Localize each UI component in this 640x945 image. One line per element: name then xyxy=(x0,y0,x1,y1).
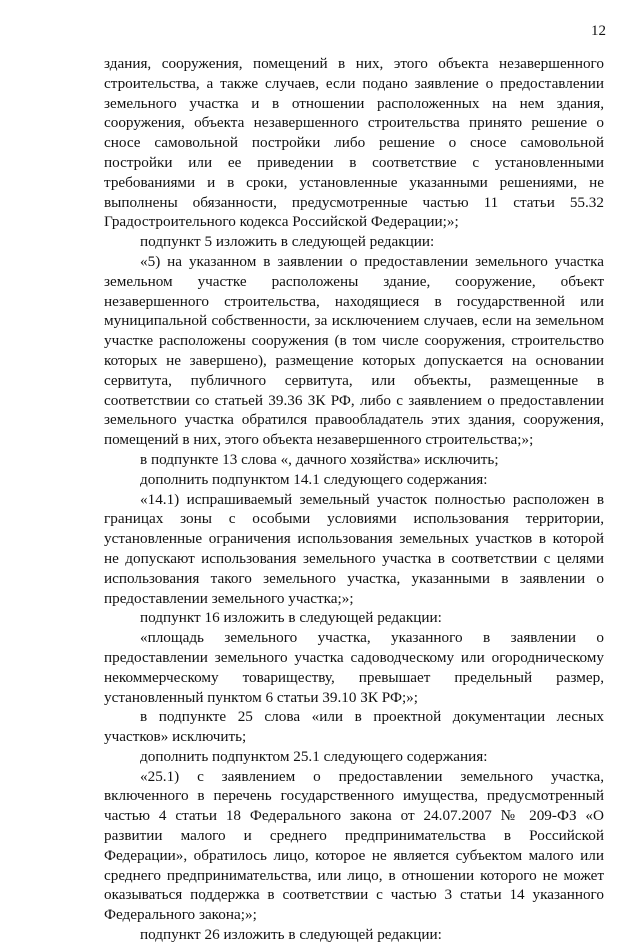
paragraph-subpoint-13: в подпункте 13 слова «, дачного хозяйства» исключить; xyxy=(140,450,499,468)
paragraph-intro-continuation: здания, сооружения, помещений в них, этого объекта незавершенного строительства, а также случаев, если подано заявление о предоставлении земельного участка и в отношении расположенных на нем здания, сооружения, объекта незавершенного строительства принято решение о сносе самовольной постройки либо решение о сносе самовольной постройки или ее приведении в соответствие с установленными требованиями и в сроки, установленные указанными решениями, не выполнены обязанности, предусмотренные частью 11 статьи 55.32 Градостроительного кодекса Российской Федерации;»; xyxy=(104,55,604,231)
paragraph-subpoint-26-heading: подпункт 26 изложить в следующей редакции: xyxy=(140,926,442,944)
paragraph-subpoint-25-1-heading: дополнить подпунктом 25.1 следующего содержания: xyxy=(140,747,488,765)
paragraph-subpoint-14-1-text: «14.1) испрашиваемый земельный участок полностью расположен в границах зоны с особыми условиями использования территории, установленные ограничения использования земельных участков в которой не допускают использования земельного участка в соответствии с целями использования такого земельного участка, указанными в заявлении о предоставлении земельного участка;»; xyxy=(104,490,604,607)
paragraph-subpoint-5-heading: подпункт 5 изложить в следующей редакции: xyxy=(140,233,435,251)
paragraph-subpoint-16-heading: подпункт 16 изложить в следующей редакции: xyxy=(140,609,442,627)
page-number: 12 xyxy=(591,23,606,39)
paragraph-subpoint-25: в подпункте 25 слова «или в проектной документации лесных участков» исключить; xyxy=(104,708,604,746)
document-body xyxy=(104,54,604,945)
paragraph-subpoint-14-1-heading: дополнить подпунктом 14.1 следующего содержания: xyxy=(140,470,488,488)
paragraph-subpoint-16-text: «площадь земельного участка, указанного в заявлении о предоставлении земельного участка садоводческому или огородническому некоммерческому товариществу, превышает предельный размер, установленный пунктом 6 статьи 39.10 ЗК РФ;»; xyxy=(104,629,604,706)
paragraph-subpoint-25-1-text: «25.1) с заявлением о предоставлении земельного участка, включенного в перечень государственного имущества, предусмотренный частью 4 статьи 18 Федерального закона от 24.07.2007 № 209-ФЗ «О развитии малого и среднего предпринимательства в Российской Федерации», обратилось лицо, которое не является субъектом малого или среднего предпринимательства, или лицо, в отношении которого не может оказываться поддержка в соответствии с частью 3 статьи 14 указанного Федерального закона;»; xyxy=(104,767,604,924)
paragraph-subpoint-5-text: «5) на указанном в заявлении о предоставлении земельного участка земельном участке расположены здание, сооружение, объект незавершенного строительства, находящиеся в государственной или муниципальной собственности, за исключением случаев, если на земельном участке расположены сооружения (в том числе сооружения, строительство которых не завершено), размещение которых допускается на основании сервитута, публичного сервитута, или объекты, размещенные в соответствии со статьей 39.36 ЗК РФ, либо с заявлением о предоставлении земельного участка обратился правообладатель этих здания, сооружения, помещений в них, этого объекта незавершенного строительства;»; xyxy=(104,252,604,449)
